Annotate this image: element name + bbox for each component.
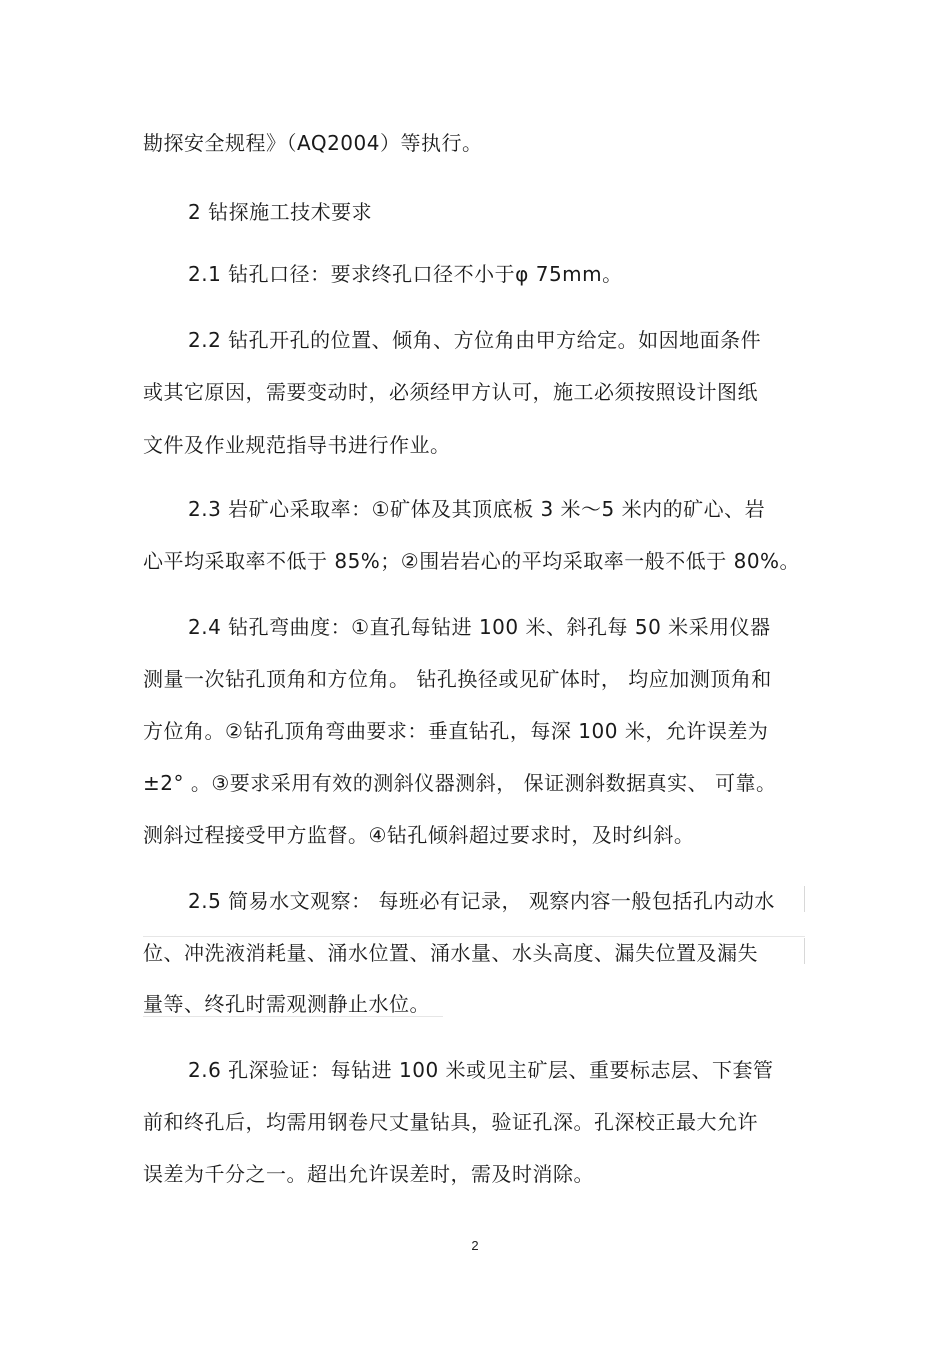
text-line: 2.5 简易水文观察： 每班必有记录， 观察内容一般包括孔内动水 <box>188 889 775 913</box>
text-line: 位、冲洗液消耗量、涌水位置、涌水量、水头高度、漏失位置及漏失 <box>143 941 758 965</box>
text-line: 心平均采取率不低于 85%；②围岩岩心的平均采取率一般不低于 80%。 <box>143 549 801 573</box>
text-line: 勘探安全规程》（AQ2004）等执行。 <box>143 131 483 155</box>
text-line: 或其它原因，需要变动时，必须经甲方认可，施工必须按照设计图纸 <box>143 380 758 404</box>
text-line: 方位角。②钻孔顶角弯曲要求：垂直钻孔，每深 100 米，允许误差为 <box>143 719 769 743</box>
text-line: 2.1 钻孔口径：要求终孔口径不小于φ 75mm。 <box>188 262 623 286</box>
text-line: 测斜过程接受甲方监督。④钻孔倾斜超过要求时，及时纠斜。 <box>143 823 695 847</box>
page-number: 2 <box>471 1238 479 1253</box>
text-line: 2.2 钻孔开孔的位置、倾角、方位角由甲方给定。如因地面条件 <box>188 328 762 352</box>
rule-mark <box>143 936 805 937</box>
text-line: ±2° 。③要求采用有效的测斜仪器测斜， 保证测斜数据真实、 可靠。 <box>143 771 777 795</box>
text-line: 前和终孔后，均需用钢卷尺丈量钻具，验证孔深。孔深校正最大允许 <box>143 1110 758 1134</box>
text-line: 2.3 岩矿心采取率：①矿体及其顶底板 3 米～5 米内的矿心、岩 <box>188 497 766 521</box>
margin-mark <box>804 938 805 964</box>
margin-mark <box>804 886 805 912</box>
section-heading: 2 钻探施工技术要求 <box>188 200 373 224</box>
text-line: 测量一次钻孔顶角和方位角。 钻孔换径或见矿体时， 均应加测顶角和 <box>143 667 772 691</box>
text-line: 文件及作业规范指导书进行作业。 <box>143 433 451 457</box>
rule-mark <box>143 1016 443 1017</box>
text-line: 误差为千分之一。超出允许误差时，需及时消除。 <box>143 1162 594 1186</box>
text-line: 2.6 孔深验证：每钻进 100 米或见主矿层、重要标志层、下套管 <box>188 1058 774 1082</box>
text-line: 量等、终孔时需观测静止水位。 <box>143 992 430 1016</box>
text-line: 2.4 钻孔弯曲度：①直孔每钻进 100 米、斜孔每 50 米采用仪器 <box>188 615 771 639</box>
